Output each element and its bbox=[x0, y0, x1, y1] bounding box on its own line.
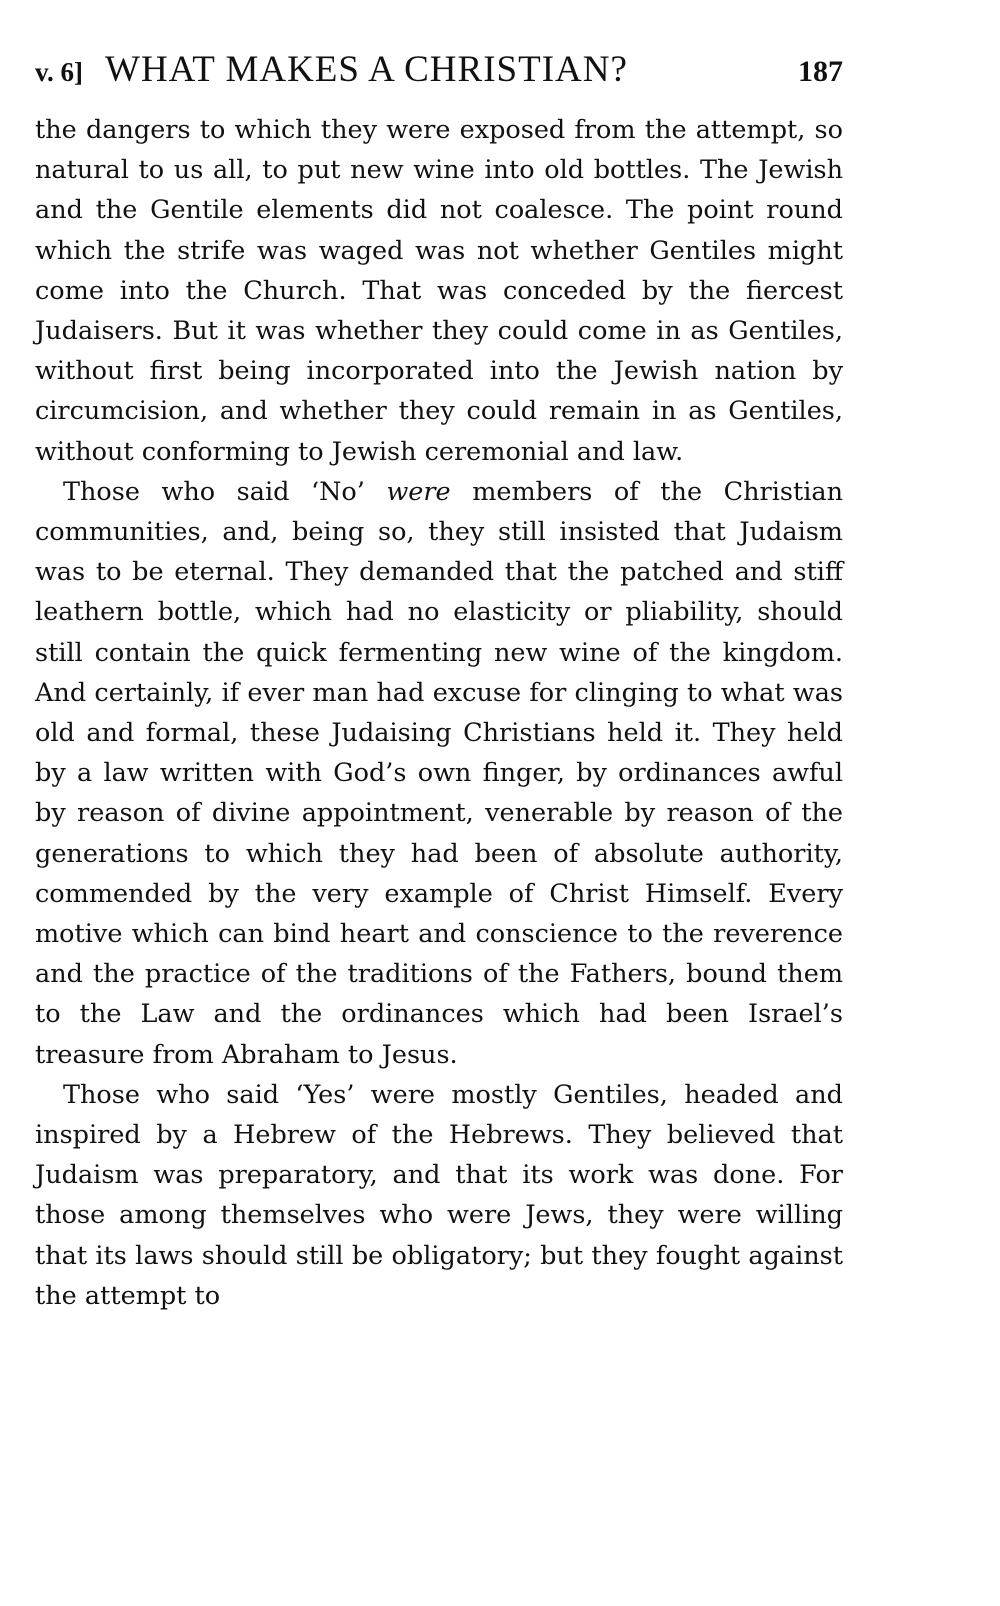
paragraph-1: the dangers to which they were exposed from the attempt, so natural to us all, to put new wine into old bottles. The Jewish and the Gentile elements did not coalesce. The point round which the strife was waged was not whether Gentiles might come into the Church. That was conceded by the fiercest Judaisers. But it was whether they could come in as Gentiles, without first being incorporated into the Jewish nation by circumcision, and whether they could remain in as Gentiles, without conforming to Jewish ceremonial and law. bbox=[35, 115, 843, 467]
page-title: WHAT MAKES A CHRISTIAN? bbox=[105, 49, 628, 90]
page-number: 187 bbox=[798, 55, 843, 88]
running-head bbox=[35, 48, 843, 98]
chapter-verse-ref: v. 6] bbox=[35, 57, 84, 87]
paragraph-3: Those who said ‘Yes’ were mostly Gentiles, headed and inspired by a Hebrew of the Hebrews. They believed that Judaism was preparatory, and that its work was done. For those among themselves who were Jews, they were willing that its laws should still be obligatory; but they fought against the attempt to bbox=[35, 1079, 843, 1311]
paragraph-2-start: Those who said ‘No’ bbox=[63, 476, 387, 507]
paragraph-2 bbox=[35, 472, 843, 1075]
paragraph-2-rest: members of the Christian communities, and, being so, they still insisted that Judaism was to be eternal. They demanded that the patched and stiff leathern bottle, which had no elasticity or pliability, should still contain the quick fermenting new wine of the kingdom. And certainly, if ever man had excuse for clinging to what was old and formal, these Judaising Christians held it. They held by a law written with God’s own finger, by ordinances awful by reason of divine appointment, venerable by reason of the generations to which they had been of absolute authority, commended by the very example of Christ Himself. Every motive which can bind heart and conscience to the reverence and the practice of the traditions of the Fathers, bound them to the Law and the ordinances which had been Israel’s treasure from Abraham to Jesus. bbox=[35, 476, 843, 1070]
book-page bbox=[35, 48, 843, 1316]
paragraph-2-italic-word: were bbox=[386, 476, 451, 507]
body-text bbox=[35, 110, 843, 1316]
